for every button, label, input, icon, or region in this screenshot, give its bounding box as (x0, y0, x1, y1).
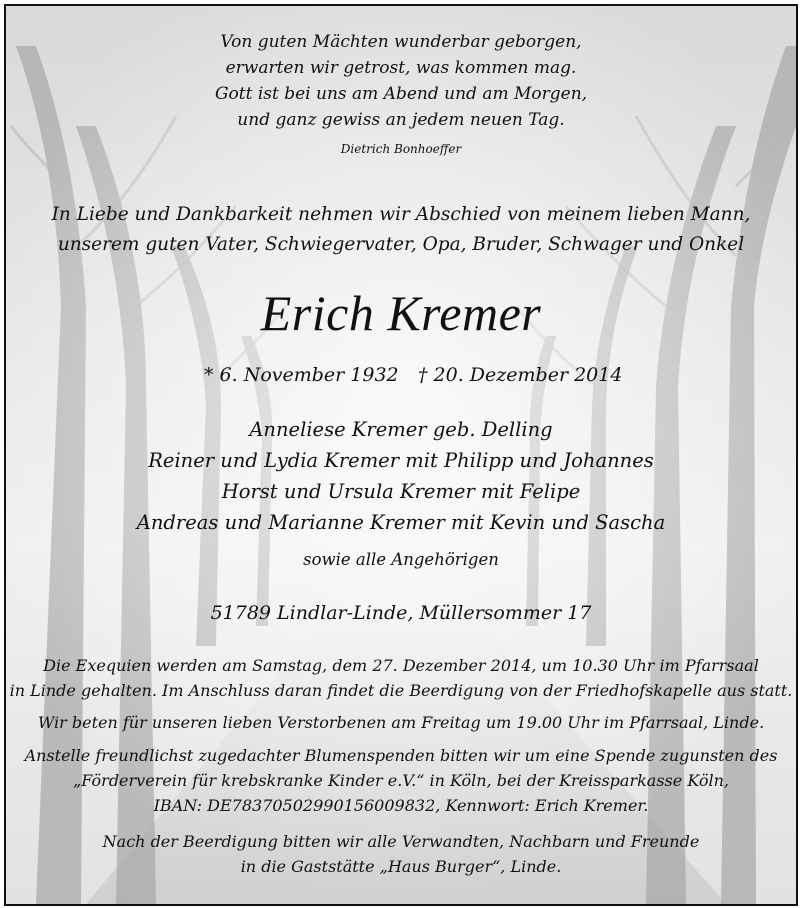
donation-line: „Förderverein für krebskranke Kinder e.V.“ in Köln, bei der Kreissparkasse Köln, (73, 771, 729, 790)
life-dates (6, 364, 796, 390)
intro-line: unserem guten Vater, Schwiegervater, Opa, Bruder, Schwager und Onkel (57, 234, 745, 255)
exequien-line: Die Exequien werden am Samstag, dem 27. Dezember 2014, um 10.30 Uhr im Pfarrsaal (43, 656, 759, 675)
relatives-line: sowie alle Angehörigen (303, 550, 499, 569)
poem-line: Gott ist bei uns am Abend und am Morgen, (214, 84, 588, 104)
family-line: Anneliese Kremer geb. Delling (249, 418, 553, 441)
family-line: Andreas und Marianne Kremer mit Kevin und Sascha (136, 511, 666, 534)
donation-line: IBAN: DE78370502990156009832, Kennwort: Erich Kremer. (153, 796, 649, 815)
donation-line: Anstelle freundlichst zugedachter Blumenspenden bitten wir um eine Spende zugunsten des (24, 746, 778, 765)
invitation-line: Nach der Beerdigung bitten wir alle Verwandten, Nachbarn und Freunde (102, 832, 700, 851)
birth-date: * 6. November 1932 (204, 364, 399, 386)
poem-line: erwarten wir getrost, was kommen mag. (225, 58, 577, 78)
invitation-line: in die Gaststätte „Haus Burger“, Linde. (240, 857, 562, 876)
intro-line: In Liebe und Dankbarkeit nehmen wir Abschied von meinem lieben Mann, (51, 204, 751, 225)
family-line: Reiner und Lydia Kremer mit Philipp und Johannes (148, 449, 654, 472)
poem-author: Dietrich Bonhoeffer (340, 142, 462, 156)
family-line: Horst und Ursula Kremer mit Felipe (221, 480, 581, 503)
notice-text (6, 6, 796, 904)
prayer-line: Wir beten für unseren lieben Verstorbenen am Freitag um 19.00 Uhr im Pfarrsaal, Linde. (37, 713, 765, 732)
obituary-notice (4, 4, 798, 906)
death-date: † 20. Dezember 2014 (418, 364, 623, 386)
poem-line: Von guten Mächten wunderbar geborgen, (220, 32, 582, 52)
deceased-name: Erich Kremer (260, 285, 542, 341)
address: 51789 Lindlar-Linde, Müllersommer 17 (210, 602, 592, 624)
poem-line: und ganz gewiss an jedem neuen Tag. (237, 110, 565, 130)
exequien-line: in Linde gehalten. Im Anschluss daran findet die Beerdigung von der Friedhofskapelle aus statt. (9, 681, 793, 700)
